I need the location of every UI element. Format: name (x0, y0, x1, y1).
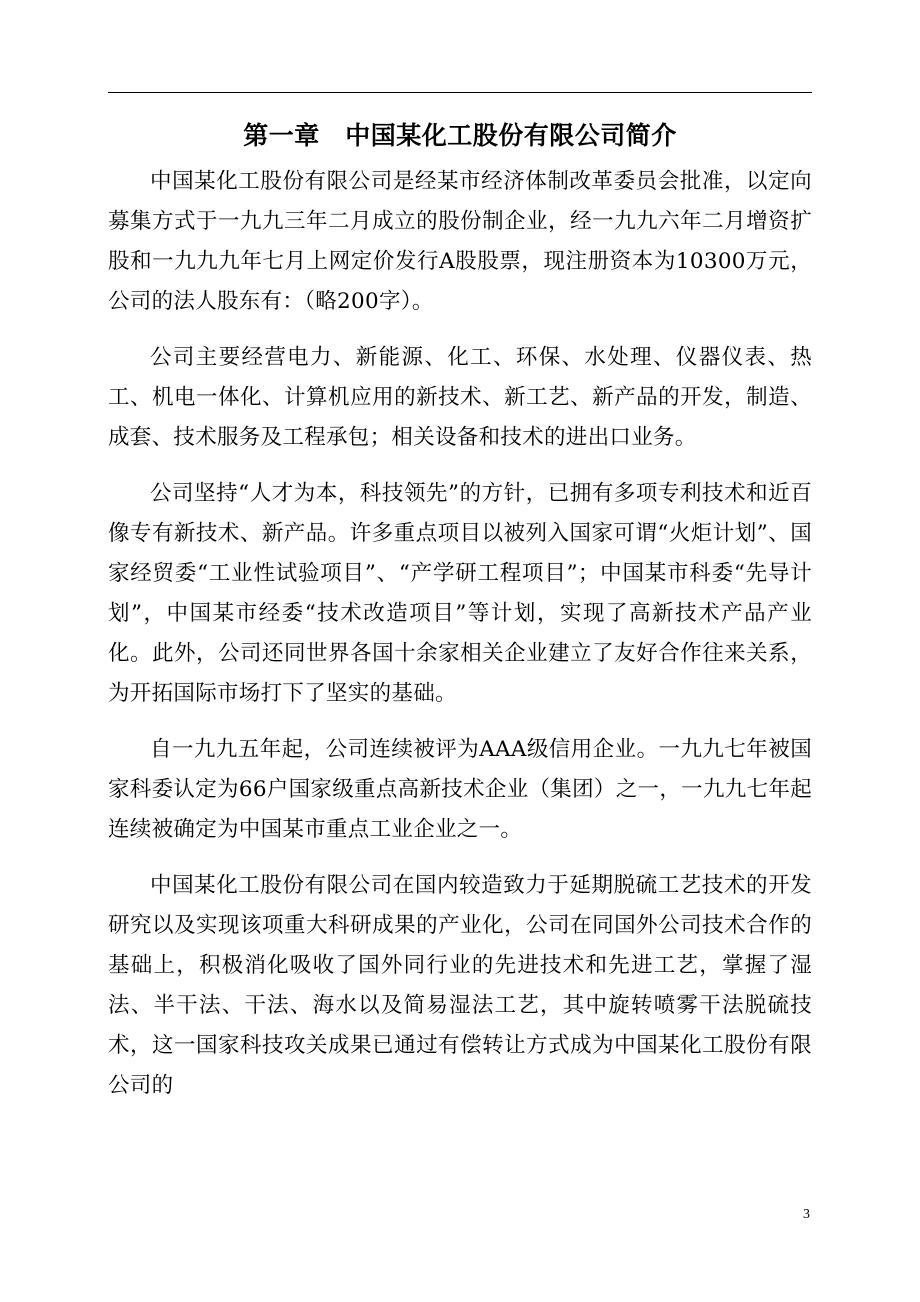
header-rule (108, 92, 812, 93)
chapter-title: 第一章 中国某化工股份有限公司简介 (243, 121, 677, 150)
paragraph-company-profile: 中国某化工股份有限公司是经某市经济体制改革委员会批准，以定向募集方式于一九九三年二月成立的股份制企业，经一九九六年二月增资扩股和一九九九年七月上网定价发行A股股票，现注册资本为10300万元，公司的法人股东有：（略200字）。 (108, 169, 812, 314)
page-number: 3 (803, 1207, 810, 1222)
paragraph-credit-rating: 自一九九五年起，公司连续被评为AAA级信用企业。一九九七年被国家科委认定为66户国家级重点高新技术企业（集团）之一，一九九七年起连续被确定为中国某市重点工业企业之一。 (108, 737, 812, 842)
body-text (108, 162, 812, 1122)
paragraph-technology-policy: 公司坚持“人才为本，科技领先”的方针，已拥有多项专利技术和近百像专有新技术、新产品。许多重点项目以被列入国家可谓“火炬计划”、国家经贸委“工业性试验项目”、“产学研工程项目”；中国某市科委“先导计划”，中国某市经委“技术改造项目”等计划，实现了高新技术产品产业化。此外，公司还同世界各国十余家相关企业建立了友好合作往来关系，为开拓国际市场打下了坚实的基础。 (108, 481, 812, 706)
paragraph-desulfurization: 中国某化工股份有限公司在国内较造致力于延期脱硫工艺技术的开发研究以及实现该项重大科研成果的产业化，公司在同国外公司技术合作的基础上，积极消化吸收了国外同行业的先进技术和先进工艺，掌握了湿法、半干法、干法、海水以及简易湿法工艺，其中旋转喷雾干法脱硫技术，这一国家科技攻关成果已通过有偿转让方式成为中国某化工股份有限公司的 (108, 873, 812, 1098)
paragraph-business-scope: 公司主要经营电力、新能源、化工、环保、水处理、仪器仪表、热工、机电一体化、计算机应用的新技术、新工艺、新产品的开发，制造、成套、技术服务及工程承包；相关设备和技术的进出口业务。 (108, 345, 812, 450)
